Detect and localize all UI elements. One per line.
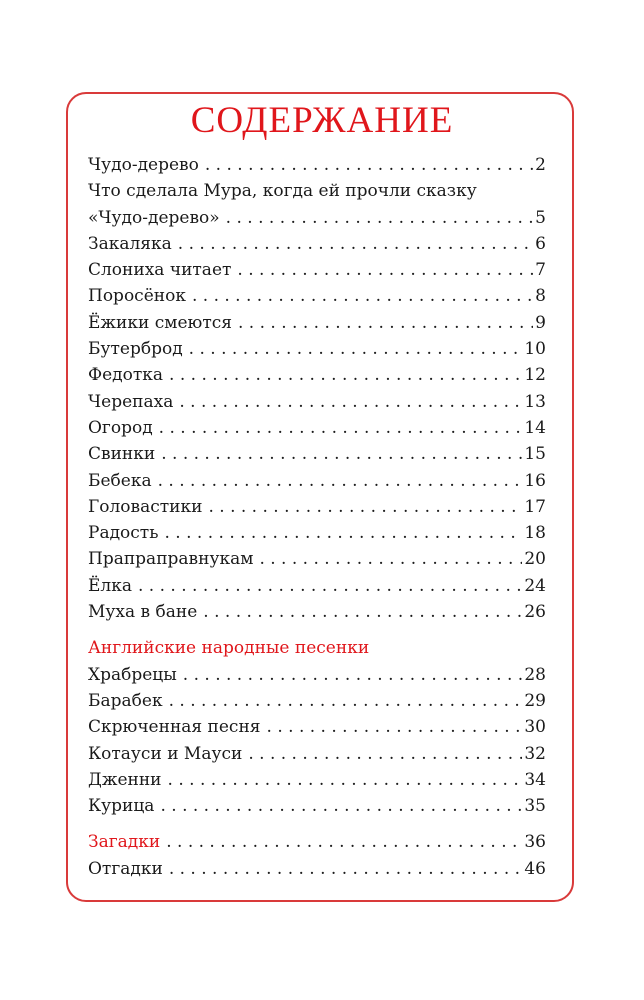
entry-page: 13 bbox=[524, 391, 546, 412]
entry-page: 28 bbox=[524, 664, 546, 685]
entry-page: 12 bbox=[524, 365, 546, 386]
dot-leader bbox=[169, 856, 523, 882]
dot-leader bbox=[183, 662, 523, 688]
entry-title: Поросёнок bbox=[88, 286, 186, 307]
toc-entry[interactable] bbox=[88, 468, 546, 494]
entry-title: Ёлка bbox=[88, 575, 132, 596]
toc-entry[interactable] bbox=[88, 714, 546, 740]
dot-leader bbox=[169, 688, 523, 714]
entry-page: 46 bbox=[524, 858, 546, 879]
entry-page: 34 bbox=[524, 769, 546, 790]
entry-title: Барабек bbox=[88, 690, 163, 711]
entry-title: «Чудо-дерево» bbox=[88, 207, 220, 228]
entry-title: Свинки bbox=[88, 444, 156, 465]
toc-entry[interactable] bbox=[88, 231, 546, 257]
entry-page: 36 bbox=[524, 832, 546, 853]
dot-leader bbox=[259, 546, 522, 572]
entry-title: Бутерброд bbox=[88, 339, 183, 360]
dot-leader bbox=[226, 205, 534, 231]
entry-page: 15 bbox=[524, 444, 546, 465]
entry-title: Прапраправнукам bbox=[88, 549, 254, 570]
entry-title: Дженни bbox=[88, 769, 162, 790]
entry-page: 16 bbox=[524, 470, 546, 491]
dot-leader bbox=[168, 767, 523, 793]
entry-title: Храбрецы bbox=[88, 664, 177, 685]
entry-page: 35 bbox=[524, 796, 546, 817]
dot-leader bbox=[138, 573, 522, 599]
dot-leader bbox=[203, 599, 522, 625]
dot-leader bbox=[166, 829, 522, 855]
entry-title: Чудо-дерево bbox=[88, 155, 199, 175]
dot-leader bbox=[178, 231, 533, 257]
toc-entry[interactable] bbox=[88, 389, 546, 415]
entry-page: 26 bbox=[524, 602, 546, 623]
entry-title: Огород bbox=[88, 417, 153, 438]
toc-entry[interactable] bbox=[88, 599, 546, 625]
toc-entry[interactable] bbox=[88, 662, 546, 688]
entry-page: 14 bbox=[524, 417, 546, 438]
table-of-contents bbox=[88, 152, 546, 882]
entry-page: 17 bbox=[524, 496, 546, 517]
toc-entry[interactable] bbox=[88, 310, 546, 336]
page-title: СОДЕРЖАНИЕ bbox=[190, 100, 454, 141]
dot-leader bbox=[248, 741, 522, 767]
dot-leader bbox=[208, 494, 522, 520]
dot-leader bbox=[237, 257, 533, 283]
toc-entry[interactable] bbox=[88, 793, 546, 819]
dot-leader bbox=[160, 793, 522, 819]
dot-leader bbox=[161, 441, 522, 467]
toc-entry[interactable] bbox=[88, 257, 546, 283]
entry-page: 5 bbox=[535, 207, 546, 228]
dot-leader bbox=[164, 520, 522, 546]
toc-entry[interactable] bbox=[88, 520, 546, 546]
dot-leader bbox=[169, 362, 522, 388]
entry-title: Котауси и Мауси bbox=[88, 743, 243, 764]
toc-entry[interactable] bbox=[88, 283, 546, 309]
toc-entry[interactable] bbox=[88, 688, 546, 714]
toc-entry[interactable] bbox=[88, 573, 546, 599]
entry-page: 30 bbox=[524, 717, 546, 738]
entry-page: 24 bbox=[524, 575, 546, 596]
toc-entry[interactable] bbox=[88, 415, 546, 441]
entry-title: Закаляка bbox=[88, 233, 172, 254]
entry-title: Черепаха bbox=[88, 391, 174, 412]
dot-leader bbox=[192, 283, 533, 309]
entry-page: 29 bbox=[524, 690, 546, 711]
entry-title: Головастики bbox=[88, 496, 203, 517]
entry-title: Слониха читает bbox=[88, 260, 232, 281]
section-gap bbox=[88, 819, 546, 829]
section-heading-english-songs: Английские народные песенки bbox=[88, 638, 370, 659]
entry-title: Ёжики смеются bbox=[88, 312, 232, 333]
toc-entry[interactable] bbox=[88, 336, 546, 362]
toc-entry[interactable] bbox=[88, 362, 546, 388]
entry-page: 9 bbox=[535, 312, 546, 333]
entry-title-line1: Что сделала Мура, когда ей прочли сказку bbox=[88, 181, 477, 202]
entry-page: 8 bbox=[535, 286, 546, 307]
dot-leader bbox=[179, 389, 522, 415]
dot-leader bbox=[238, 310, 533, 336]
dot-leader bbox=[158, 468, 523, 494]
entry-title: Загадки bbox=[88, 832, 161, 853]
toc-entry[interactable] bbox=[88, 546, 546, 572]
toc-entry[interactable] bbox=[88, 741, 546, 767]
entry-title: Отгадки bbox=[88, 858, 163, 879]
entry-title: Курица bbox=[88, 796, 155, 817]
toc-entry[interactable] bbox=[88, 441, 546, 467]
dot-leader bbox=[159, 415, 523, 441]
entry-title: Федотка bbox=[88, 365, 164, 386]
entry-page: 18 bbox=[524, 523, 546, 544]
dot-leader bbox=[267, 714, 523, 740]
entry-page: 7 bbox=[535, 260, 546, 281]
toc-entry[interactable] bbox=[88, 205, 546, 231]
entry-title: Радость bbox=[88, 523, 159, 544]
toc-entry[interactable] bbox=[88, 152, 546, 178]
entry-title: Скрюченная песня bbox=[88, 717, 261, 738]
entry-title: Муха в бане bbox=[88, 602, 198, 623]
entry-title: Бебека bbox=[88, 470, 152, 491]
entry-page: 32 bbox=[524, 743, 546, 764]
entry-page: 6 bbox=[535, 233, 546, 254]
toc-entry-answers[interactable] bbox=[88, 856, 546, 882]
entry-page: 20 bbox=[524, 549, 546, 570]
dot-leader bbox=[205, 152, 533, 178]
toc-entry[interactable] bbox=[88, 494, 546, 520]
entry-page: 10 bbox=[524, 339, 546, 360]
toc-entry[interactable] bbox=[88, 767, 546, 793]
entry-page: 2 bbox=[535, 155, 546, 175]
toc-entry-riddles[interactable] bbox=[88, 829, 546, 855]
dot-leader bbox=[189, 336, 523, 362]
